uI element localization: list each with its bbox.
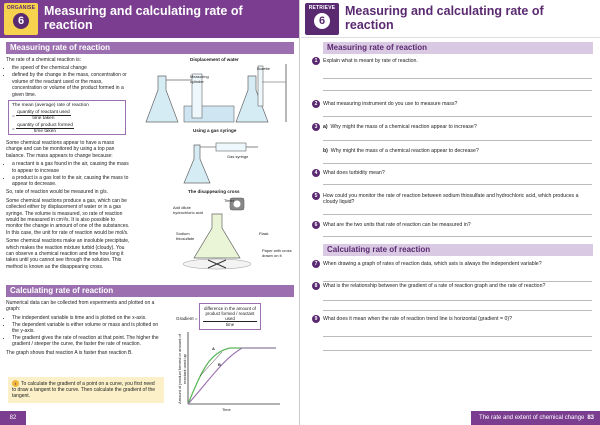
question-number: 8 xyxy=(312,282,320,290)
rate-definition xyxy=(6,57,128,100)
question-number: 2 xyxy=(312,100,320,108)
curve-a xyxy=(188,348,276,404)
answer-line[interactable] xyxy=(323,116,592,117)
page-title: Measuring and calculating rate of reaction xyxy=(44,4,243,32)
question-number: 7 xyxy=(312,260,320,268)
mean-rate-label: The mean (average) rate of reaction xyxy=(12,103,89,108)
right-header xyxy=(301,0,600,38)
gradient-numerator: difference in the amount of product formed / reactant used xyxy=(204,306,256,321)
displacement-caption: Displacement of water xyxy=(190,57,239,62)
paper-cross-label: Paper with cross drawn on it xyxy=(262,248,292,258)
page-title: Measuring and calculating rate of reaction xyxy=(345,4,544,32)
answer-line[interactable] xyxy=(323,163,592,164)
right-page xyxy=(301,0,600,425)
numerical-bullet-3: • The gradient gives the rate of reaction at that point. The higher the gradient / steeper the curve, the faster the rate of reaction. xyxy=(12,335,166,348)
question-9 xyxy=(312,316,594,322)
rate-intro: The rate of a chemical reaction is: xyxy=(6,57,82,63)
question-number: 9 xyxy=(312,315,320,323)
question-sub: a) xyxy=(323,124,328,130)
gas-syringe-label: Gas syringe xyxy=(227,154,249,159)
section-heading-calculating-retrieve: Calculating rate of reaction xyxy=(323,244,593,256)
curve-a-label: A xyxy=(212,346,215,351)
displacement-diagram xyxy=(136,62,296,124)
tip-text: To calculate the gradient of a point on a curve, you first need to draw a tangent to the curve. Then calculate the gradient of the tangent. xyxy=(12,381,156,400)
graph-paragraph: The graph shows that reaction A is faster than reaction B. xyxy=(6,349,133,356)
answer-line[interactable] xyxy=(323,236,592,237)
cross-paragraph: Some chemical reactions make an insoluble precipitate, which makes the reaction mixture turbid (cloudy). You can observe a chemical reaction and time how long it takes until you cannot see through the solution. This method is known as the disappearing cross. xyxy=(6,238,130,270)
units-paragraph: So, rate of reaction would be measured in g/s. xyxy=(6,189,109,196)
question-text: What does turbidity mean? xyxy=(323,170,385,176)
measuring-cylinder-label: Measuring cylinder xyxy=(190,74,209,84)
add-acid-label: Add dilute hydrochloric acid xyxy=(173,205,204,215)
equals-1: = xyxy=(12,113,15,119)
question-8 xyxy=(312,283,594,289)
question-sub: b) xyxy=(323,148,328,154)
gradient-formula-box xyxy=(199,303,261,330)
question-1 xyxy=(312,58,594,64)
question-3b xyxy=(312,148,594,154)
curve-b xyxy=(188,348,276,404)
frac1-numerator: quantity of reactant used xyxy=(17,109,70,115)
organise-badge xyxy=(4,3,38,35)
frac2-denominator: time taken xyxy=(33,129,57,135)
question-7 xyxy=(312,261,594,267)
question-text: How could you monitor the rate of reaction between sodium thiosulfate and hydrochloric acid, which produces a cloudy liquid? xyxy=(323,193,579,206)
syringe-caption: Using a gas syringe xyxy=(193,128,237,133)
badge-word: RETRIEVE xyxy=(308,5,336,11)
cross-caption: The disappearing cross xyxy=(188,189,240,194)
badge-word: ORGANISE xyxy=(6,5,36,11)
flask-label: Flask xyxy=(259,231,269,236)
question-3a xyxy=(312,124,594,130)
timer-label: Timer xyxy=(224,198,235,203)
sodium-thiosulfate-label: Sodium thiosulfate xyxy=(176,231,195,241)
question-5 xyxy=(312,193,594,205)
answer-line[interactable] xyxy=(323,300,592,301)
mean-rate-box xyxy=(8,100,126,135)
answer-line[interactable] xyxy=(323,140,592,141)
equals-2: = xyxy=(12,127,15,133)
graph-y-label: Amount of product formed or amount of reactant used up xyxy=(177,334,187,404)
question-number: 4 xyxy=(312,169,320,177)
question-text: Explain what is meant by rate of reaction. xyxy=(323,58,418,64)
gradient-label: Gradient = xyxy=(176,316,198,321)
measuring-methods-text xyxy=(6,140,130,272)
footer-chapter-title: The rate and extent of chemical change xyxy=(479,415,585,421)
answer-line[interactable] xyxy=(323,214,592,215)
answer-line[interactable] xyxy=(323,184,592,185)
section-heading-measuring: Measuring rate of reaction xyxy=(6,42,294,54)
burette-label: Burette xyxy=(257,66,270,71)
question-number: 5 xyxy=(312,192,320,200)
rate-graph xyxy=(178,330,282,406)
gradient-denominator: time xyxy=(225,322,235,327)
answer-line[interactable] xyxy=(323,281,592,282)
tip-box xyxy=(8,377,164,403)
mass-bullet-1: • a reactant is a gas found in the air, causing the mass to appear to increase xyxy=(12,161,130,174)
section-heading-calculating: Calculating rate of reaction xyxy=(6,285,294,297)
mass-paragraph: Some chemical reactions appear to have a mass change and can be monitored by using a top pan balance. The mass appears to change because: xyxy=(6,140,115,159)
left-header xyxy=(0,0,299,38)
numerical-paragraph: Numerical data can be collected from experiments and plotted on a graph: xyxy=(6,300,155,313)
right-page-number: 83 xyxy=(587,415,594,421)
frac1-denominator: time taken xyxy=(32,116,55,122)
question-number: 1 xyxy=(312,57,320,65)
rate-bullet-1: • the speed of the chemical change xyxy=(12,65,128,71)
question-2 xyxy=(312,101,594,107)
answer-line[interactable] xyxy=(323,336,592,337)
answer-line[interactable] xyxy=(323,350,592,351)
answer-line[interactable] xyxy=(323,310,592,311)
rate-bullet-2: • defined by the change in the mass, concentration or volume of the reactant used or the mass, concentration or volume of the product formed in a given time. xyxy=(12,72,128,98)
question-text: Why might the mass of a chemical reaction appear to decrease? xyxy=(330,148,479,154)
gas-paragraph: Some chemical reactions produce a gas, which can be collected either by displacement of water or in a gas syringe. The volume is measured, so rate of reaction would be measured in cm³/s. It is also possible to monitor the change in amount of one of the substances. In this case, the unit for rate of reaction would be mol/s. xyxy=(6,197,130,236)
badge-number: 6 xyxy=(13,13,29,29)
right-footer xyxy=(471,411,600,425)
tip-icon: i xyxy=(12,380,19,387)
left-page-number: 82 xyxy=(0,411,26,425)
numerical-bullet-2: • The dependent variable is either volume or mass and is plotted on the y-axis. xyxy=(12,322,166,335)
question-number: 3 xyxy=(312,123,320,131)
section-heading-measuring-retrieve: Measuring rate of reaction xyxy=(323,42,593,54)
answer-line[interactable] xyxy=(323,90,592,91)
numerical-bullet-1: • The independent variable is time and is plotted on the x-axis. xyxy=(12,315,166,321)
question-text: Why might the mass of a chemical reaction appear to increase? xyxy=(330,124,477,130)
curve-b-label: B xyxy=(218,362,221,367)
retrieve-badge xyxy=(305,3,339,35)
calculating-text xyxy=(6,300,166,358)
question-text: What does it mean when the rate of reaction trend line is horizontal (gradient = 0)? xyxy=(323,316,513,322)
badge-number: 6 xyxy=(314,13,330,29)
graph-x-label: Time xyxy=(222,407,231,412)
gas-syringe-diagram xyxy=(180,133,260,185)
question-text: What are the two units that rate of reaction can be measured in? xyxy=(323,222,471,228)
frac2-numerator: quantity of product formed xyxy=(17,122,73,128)
question-text: When drawing a graph of rates of reaction data, which axis is always the independent variable? xyxy=(323,261,542,267)
question-number: 6 xyxy=(312,221,320,229)
question-text: What measuring instrument do you use to measure mass? xyxy=(323,101,458,107)
mass-bullet-2: • a product is a gas lost to the air, causing the mass to appear to decrease. xyxy=(12,175,130,188)
question-text: What is the relationship between the gradient of a rate of reaction graph and the rate of reaction? xyxy=(323,283,546,289)
answer-line[interactable] xyxy=(323,78,592,79)
question-4 xyxy=(312,170,594,176)
question-6 xyxy=(312,222,594,228)
